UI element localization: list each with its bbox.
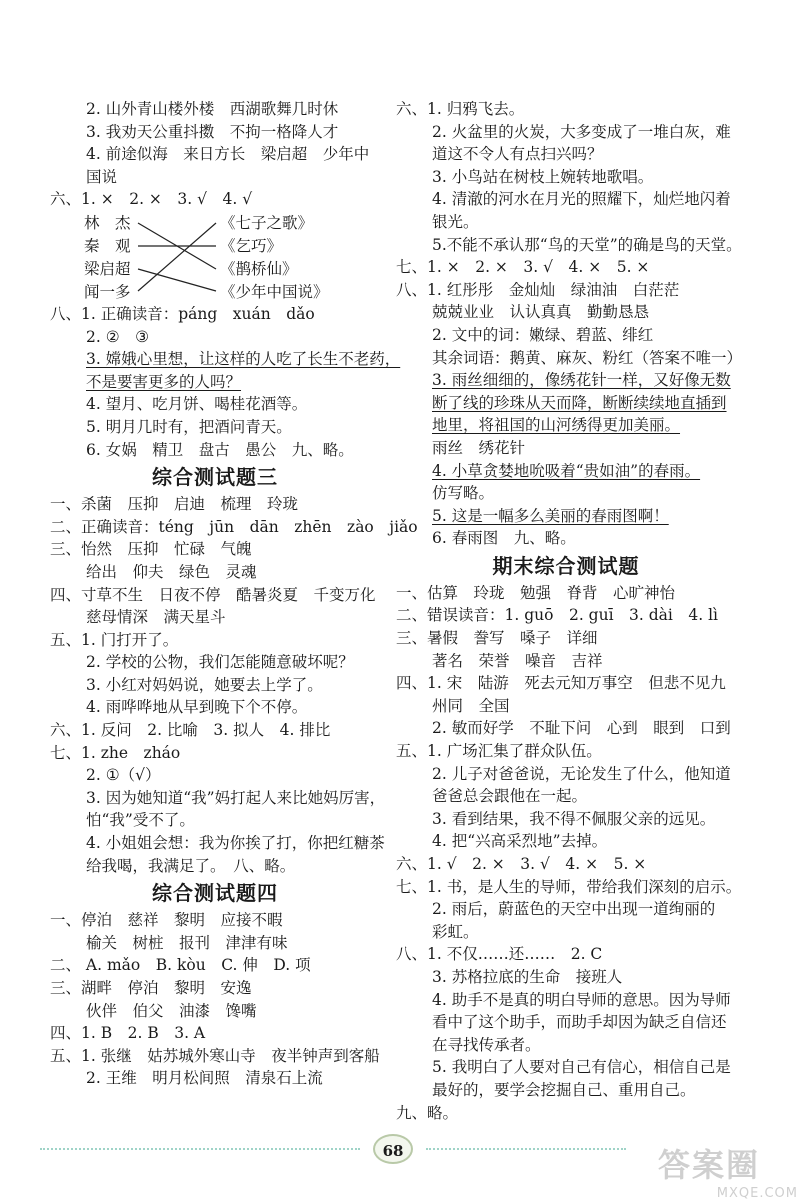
watermark-logo <box>658 1140 798 1201</box>
right-column <box>396 98 743 1124</box>
answer-line: 最好的，要学会挖掘自己、重用自己。 <box>432 1080 696 1099</box>
author-name: 秦 观 <box>84 236 131 255</box>
answer-line: 3. 嫦娥心里想，让这样的人吃了长生不老药， <box>86 350 401 369</box>
answer-line: 五、1. 门打开了。 <box>50 630 179 649</box>
answer-line: 2. 文中的词：嫩绿、碧蓝、绯红 <box>432 325 654 344</box>
answer-line: 九、略。 <box>396 1103 459 1122</box>
answer-line: 五、1. 张继 姑苏城外寒山寺 夜半钟声到客船 <box>50 1046 380 1065</box>
author-name: 林 杰 <box>84 213 131 232</box>
answer-line: 银光。 <box>432 212 479 231</box>
answer-line: 在寻找传承者。 <box>432 1035 541 1054</box>
watermark-url: MXQE.COM <box>716 1186 798 1201</box>
poem-title: 《鹊桥仙》 <box>220 259 298 278</box>
poem-title: 《少年中国说》 <box>220 282 329 301</box>
answer-line: 5. 明月几时有，把酒问青天。 <box>86 417 292 436</box>
answer-line: 不是要害更多的人吗？ <box>86 372 242 391</box>
answer-line: 二、正确读音：téng jūn dān zhēn zào jiǎo <box>50 517 418 536</box>
answer-line: 给出 仰夫 绿色 灵魂 <box>86 562 257 581</box>
section-title: 期末综合测试题 <box>492 553 640 578</box>
answer-line: 给我喝，我满足了。 八、略。 <box>86 856 296 875</box>
answer-line: 八、1. 红彤彤 金灿灿 绿油油 白茫茫 <box>396 280 680 299</box>
author-name: 梁启超 <box>84 259 131 278</box>
answer-line: 看中了这个助手，而助手却因为缺乏自信还 <box>432 1013 727 1032</box>
answer-line: 2. 山外青山楼外楼 西湖歌舞几时休 <box>86 100 339 118</box>
poem-title: 《乞巧》 <box>220 236 283 255</box>
page-number: 68 <box>373 1134 413 1164</box>
answer-line: 2. ①（√） <box>86 766 161 785</box>
answer-line: 4. 前途似海 来日方长 梁启超 少年中 <box>86 145 370 164</box>
answer-line: 4. 把“兴高采烈地”去掉。 <box>432 832 608 851</box>
answer-line: 六、1. × 2. × 3. √ 4. √ <box>50 190 253 209</box>
author-name: 闻一多 <box>84 282 131 301</box>
answer-line: 3. 雨丝细细的，像绣花针一样，又好像无数 <box>432 371 731 390</box>
answer-line: 七、1. × 2. × 3. √ 4. × 5. × <box>396 258 650 277</box>
answer-line: 州同 全国 <box>432 696 510 715</box>
answer-line: 2. 学校的公物，我们怎能随意破坏呢？ <box>86 653 354 672</box>
answer-line: 四、1. B 2. B 3. A <box>50 1024 206 1043</box>
answer-line: 4. 助手不是真的明白导师的意思。因为导师 <box>432 990 731 1009</box>
answer-line: 5. 这是一幅多么美丽的春雨图啊！ <box>432 506 669 525</box>
answer-line: 4. 雨哗哗地从早到晚下个不停。 <box>86 698 308 717</box>
answer-line: 二、 A. mǎo B. kòu C. 伸 D. 项 <box>50 956 311 975</box>
answer-line: 五、1. 广场汇集了群众队伍。 <box>396 742 602 761</box>
answer-line: 2. 雨后，蔚蓝色的天空中出现一道绚丽的 <box>432 900 716 919</box>
answer-line: 六、1. 反问 2. 比喻 3. 拟人 4. 排比 <box>50 721 331 740</box>
answer-line: 2. ② ③ <box>86 327 150 346</box>
answer-line: 一、停泊 慈祥 黎明 应接不暇 <box>50 911 283 930</box>
answer-line: 七、1. 书，是人生的导师，带给我们深刻的启示。 <box>396 877 742 896</box>
answer-line: 4. 小草贪婪地吮吸着“贵如油”的春雨。 <box>432 461 701 480</box>
footer-dots-right <box>426 1148 626 1152</box>
answer-line: 5.不能不承认那“鸟的天堂”的确是鸟的天堂。 <box>432 235 742 254</box>
answer-line: 八、1. 不仅……还…… 2. C <box>396 945 603 964</box>
answer-line: 一、杀菌 压抑 启迪 梳理 玲珑 <box>50 495 299 514</box>
answer-line: 三、湖畔 停泊 黎明 安逸 <box>50 979 252 997</box>
answer-line: 6. 女娲 精卫 盘古 愚公 九、略。 <box>86 440 354 459</box>
answer-line: 一、估算 玲珑 勉强 脊背 心旷神怡 <box>396 583 676 602</box>
matching-exercise <box>50 211 380 303</box>
answer-line: 榆关 树桩 报刊 津津有味 <box>86 933 288 952</box>
answer-line: 六、1. 归鸦飞去。 <box>396 100 525 118</box>
footer-dots-left <box>40 1148 360 1152</box>
answer-line: 兢兢业业 认认真真 勤勤恳恳 <box>432 303 650 322</box>
answer-line: 著名 荣誉 噪音 吉祥 <box>432 651 603 670</box>
answer-line: 3. 我劝天公重抖擞 不拘一格降人才 <box>86 122 339 141</box>
answer-line: 其余词语：鹅黄、麻灰、粉红（答案不唯一） <box>432 348 743 367</box>
answer-line: 六、1. √ 2. × 3. √ 4. × 5. × <box>396 855 647 873</box>
answer-line: 3. 看到结果，我不得不佩服父亲的远见。 <box>432 809 716 828</box>
answer-line: 3. 因为她知道“我”妈打起人来比她妈厉害， <box>86 788 386 807</box>
answer-line: 6. 春雨图 九、略。 <box>432 529 576 548</box>
answer-line: 道这不令人有点扫兴吗？ <box>432 145 603 164</box>
left-column <box>50 98 418 1090</box>
answer-line: 四、1. 宋 陆游 死去元知万事空 但悲不见九 <box>396 674 726 693</box>
answer-line: 2. 火盆里的火炭，大多变成了一堆白灰，难 <box>432 122 731 141</box>
answer-line: 4. 望月、吃月饼、喝桂花酒等。 <box>86 395 308 414</box>
answer-line: 4. 清澈的河水在月光的照耀下，灿烂地闪着 <box>432 190 731 209</box>
answer-line: 八、1. 正确读音：páng xuán dǎo <box>50 304 315 323</box>
answer-line: 4. 小姐姐会想：我为你挨了打，你把红糖茶 <box>86 834 385 853</box>
answer-line: 地里，将祖国的山河绣得更加美丽。 <box>432 416 681 435</box>
answer-line: 彩虹。 <box>432 922 479 941</box>
answer-line: 3. 小鸟站在树枝上婉转地歌唱。 <box>432 167 654 186</box>
answer-line: 怕“我”受不了。 <box>86 811 195 830</box>
watermark-text: 答案圈 <box>658 1146 761 1184</box>
answer-line: 2. 王维 明月松间照 清泉石上流 <box>86 1069 323 1088</box>
section-title: 综合测试题四 <box>152 881 278 906</box>
answer-line: 四、寸草不生 日夜不停 酷暑炎夏 千变万化 <box>50 585 376 604</box>
poem-title: 《七子之歌》 <box>220 213 314 232</box>
answer-line: 2. 敏而好学 不耻下问 心到 眼到 口到 <box>432 719 731 738</box>
answer-line: 七、1. zhe zháo <box>50 743 181 762</box>
answer-line: 伙伴 伯父 油漆 馋嘴 <box>86 1001 257 1020</box>
answer-line: 二、错误读音：1. guō 2. guī 3. dài 4. lì <box>396 606 718 625</box>
answer-line: 三、暑假 誊写 嗓子 详细 <box>396 629 598 648</box>
answer-line: 2. 儿子对爸爸说，无论发生了什么，他知道 <box>432 764 731 783</box>
section-title: 综合测试题三 <box>152 465 278 490</box>
answer-line: 慈母情深 满天星斗 <box>86 608 226 627</box>
answer-line: 爸爸总会跟他在一起。 <box>432 787 588 806</box>
answer-line: 三、怡然 压抑 忙碌 气魄 <box>50 540 252 559</box>
answer-line: 5. 我明白了人要对自己有信心，相信自己是 <box>432 1058 731 1077</box>
answer-line: 国说 <box>86 167 118 186</box>
answer-line: 雨丝 绣花针 <box>432 438 526 457</box>
answer-line: 3. 苏格拉底的生命 接班人 <box>432 967 623 986</box>
answer-line: 仿写略。 <box>432 484 495 503</box>
answer-line: 断了线的珍珠从天而降，断断续续地直插到 <box>432 393 727 412</box>
answer-line: 3. 小红对妈妈说，她要去上学了。 <box>86 675 323 694</box>
